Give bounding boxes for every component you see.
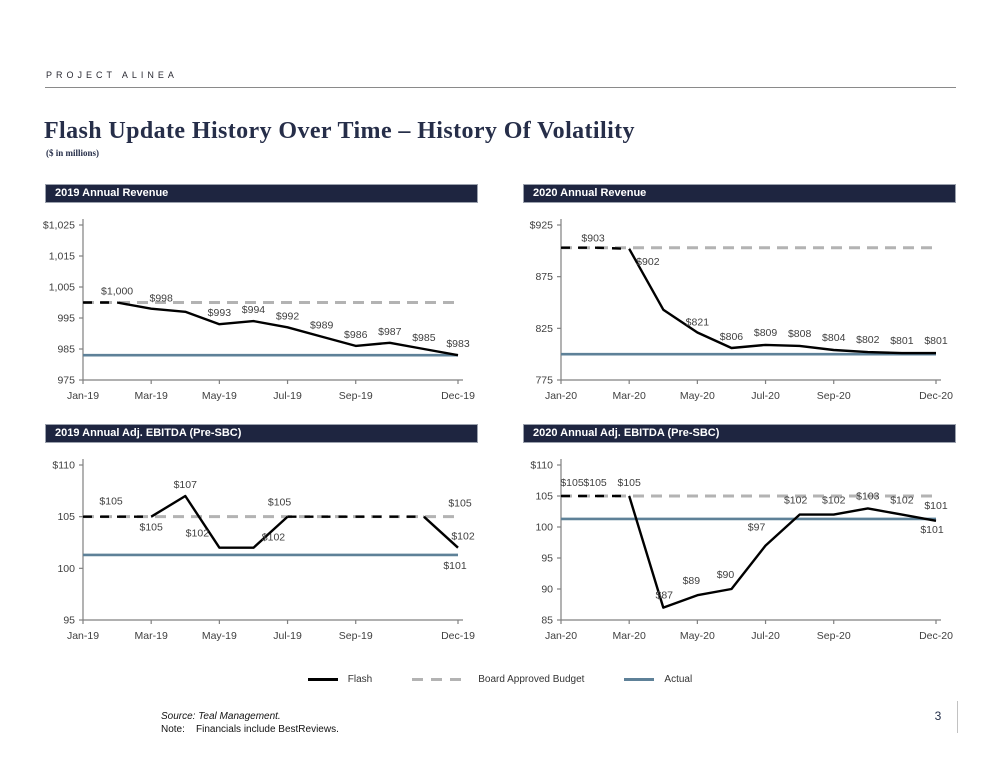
x-tick-label: Sep-19 bbox=[338, 630, 373, 642]
chart-title-2020-ebitda: 2020 Annual Adj. EBITDA (Pre-SBC) bbox=[523, 424, 956, 443]
x-tick-label: Jul-20 bbox=[751, 390, 780, 402]
legend-label-flash: Flash bbox=[347, 674, 373, 685]
data-label: $903 bbox=[581, 232, 605, 245]
x-tick-label: Mar-20 bbox=[612, 630, 646, 642]
chart-title-2019-revenue: 2019 Annual Revenue bbox=[45, 184, 478, 203]
x-tick-label: Dec-19 bbox=[441, 630, 475, 642]
chart-svg-2019-revenue bbox=[42, 203, 478, 412]
y-tick-label: 825 bbox=[535, 322, 553, 335]
x-tick-label: Sep-20 bbox=[816, 390, 851, 402]
y-tick-label: 1,005 bbox=[48, 281, 75, 294]
data-label: $1,000 bbox=[101, 285, 134, 298]
x-tick-label: May-19 bbox=[201, 390, 237, 402]
footer-note: Note: Financials include BestReviews. bbox=[161, 724, 339, 735]
data-label: $101 bbox=[920, 523, 944, 536]
x-tick-label: Dec-20 bbox=[919, 390, 953, 402]
page-subtitle: ($ in millions) bbox=[46, 148, 100, 158]
legend-item-actual bbox=[624, 674, 692, 685]
data-label: $102 bbox=[783, 494, 808, 507]
data-label: $992 bbox=[275, 310, 300, 323]
data-label: $102 bbox=[890, 494, 914, 507]
data-label: $90 bbox=[716, 569, 735, 581]
x-tick-label: Mar-20 bbox=[612, 390, 646, 402]
data-label: $102 bbox=[451, 530, 475, 543]
x-tick-label: Mar-19 bbox=[134, 390, 168, 402]
data-label: $101 bbox=[443, 559, 467, 572]
chart-2019-revenue bbox=[42, 184, 478, 412]
data-label: $105 bbox=[448, 497, 472, 510]
x-tick-label: Dec-19 bbox=[441, 390, 475, 402]
data-label: $105 bbox=[267, 496, 292, 509]
data-label: $102 bbox=[185, 527, 210, 540]
y-tick-label: 100 bbox=[57, 562, 75, 575]
data-label: $801 bbox=[924, 335, 948, 348]
data-label: $101 bbox=[924, 499, 948, 512]
x-tick-label: Mar-19 bbox=[134, 630, 168, 642]
data-label: $801 bbox=[890, 335, 914, 348]
y-tick-label: $110 bbox=[52, 459, 75, 472]
chart-2019-ebitda bbox=[45, 424, 478, 652]
y-tick-label: 105 bbox=[57, 511, 75, 524]
data-label: $105 bbox=[139, 521, 163, 534]
y-tick-label: 975 bbox=[57, 374, 75, 387]
x-tick-label: May-20 bbox=[679, 390, 715, 402]
y-tick-label: 105 bbox=[535, 490, 553, 503]
data-label: $97 bbox=[747, 521, 766, 534]
project-eyebrow: PROJECT ALINEA bbox=[46, 70, 178, 80]
legend-label-actual: Actual bbox=[664, 674, 693, 685]
data-label: $902 bbox=[636, 255, 660, 268]
data-label: $809 bbox=[753, 326, 778, 339]
chart-title-2020-revenue: 2020 Annual Revenue bbox=[523, 184, 956, 203]
y-tick-label: $1,025 bbox=[42, 219, 75, 232]
x-tick-label: Jul-20 bbox=[751, 630, 780, 642]
x-tick-label: Jan-20 bbox=[544, 630, 578, 642]
data-label: $985 bbox=[412, 332, 436, 344]
data-label: $821 bbox=[685, 316, 710, 329]
data-label: $804 bbox=[822, 332, 846, 345]
x-tick-label: Jul-19 bbox=[273, 630, 302, 642]
y-tick-label: 985 bbox=[57, 343, 75, 356]
page-number: 3 bbox=[934, 709, 942, 723]
data-label: $993 bbox=[207, 307, 232, 320]
x-tick-label: Sep-20 bbox=[816, 630, 851, 642]
x-tick-label: Dec-20 bbox=[919, 630, 953, 642]
chart-svg-2020-revenue bbox=[523, 203, 956, 412]
page-number-divider bbox=[957, 701, 958, 733]
data-label: $105 bbox=[99, 495, 123, 508]
data-label: $998 bbox=[149, 292, 173, 305]
y-tick-label: $925 bbox=[529, 219, 553, 232]
data-label: $105 bbox=[583, 477, 607, 489]
page-title: Flash Update History Over Time – History Of Volatility bbox=[44, 118, 635, 144]
data-label: $102 bbox=[261, 531, 286, 544]
data-label: $87 bbox=[655, 589, 674, 602]
data-label: $987 bbox=[378, 325, 402, 338]
y-tick-label: 90 bbox=[541, 583, 553, 596]
data-label: $808 bbox=[787, 327, 812, 340]
data-label: $989 bbox=[309, 319, 334, 332]
x-tick-label: Jan-19 bbox=[66, 630, 100, 642]
chart-2020-revenue bbox=[523, 184, 956, 412]
footer-source: Source: Teal Management. bbox=[161, 711, 281, 722]
flash-line-swatch bbox=[308, 678, 338, 681]
x-tick-label: Sep-19 bbox=[338, 390, 373, 402]
x-tick-label: May-20 bbox=[679, 630, 715, 642]
flash-line bbox=[629, 496, 936, 608]
y-tick-label: 1,015 bbox=[48, 250, 75, 263]
data-label: $107 bbox=[173, 479, 197, 491]
x-tick-label: May-19 bbox=[201, 630, 237, 642]
y-tick-label: 775 bbox=[535, 374, 553, 387]
y-tick-label: 95 bbox=[541, 552, 553, 565]
y-tick-label: 995 bbox=[57, 312, 75, 325]
y-tick-label: 100 bbox=[535, 521, 553, 534]
legend-label-budget: Board Approved Budget bbox=[478, 674, 585, 685]
chart-2020-ebitda bbox=[523, 424, 956, 652]
data-label: $986 bbox=[344, 328, 368, 341]
data-label: $89 bbox=[682, 575, 701, 588]
data-label: $802 bbox=[856, 334, 880, 347]
data-label: $994 bbox=[241, 304, 266, 317]
chart-title-2019-ebitda: 2019 Annual Adj. EBITDA (Pre-SBC) bbox=[45, 424, 478, 443]
data-label: $806 bbox=[719, 330, 744, 343]
chart-svg-2020-ebitda bbox=[523, 443, 956, 652]
y-tick-label: 95 bbox=[63, 614, 75, 627]
x-tick-label: Jan-19 bbox=[66, 390, 100, 402]
data-label: $983 bbox=[446, 338, 470, 351]
y-tick-label: 85 bbox=[541, 614, 553, 627]
header-divider bbox=[45, 87, 956, 88]
x-tick-label: Jul-19 bbox=[273, 390, 302, 402]
data-label: $103 bbox=[856, 490, 880, 503]
actual-line-swatch bbox=[624, 678, 654, 681]
legend-item-budget bbox=[412, 674, 584, 685]
legend bbox=[0, 674, 1000, 685]
legend-item-flash bbox=[308, 674, 372, 685]
data-label: $105 bbox=[617, 477, 641, 489]
data-label: $102 bbox=[822, 494, 846, 507]
x-tick-label: Jan-20 bbox=[544, 390, 578, 402]
budget-dashed-swatch bbox=[412, 678, 468, 681]
chart-svg-2019-ebitda bbox=[45, 443, 478, 652]
data-label: $105 bbox=[560, 477, 584, 489]
y-tick-label: $110 bbox=[530, 459, 553, 472]
y-tick-label: 875 bbox=[535, 271, 553, 284]
